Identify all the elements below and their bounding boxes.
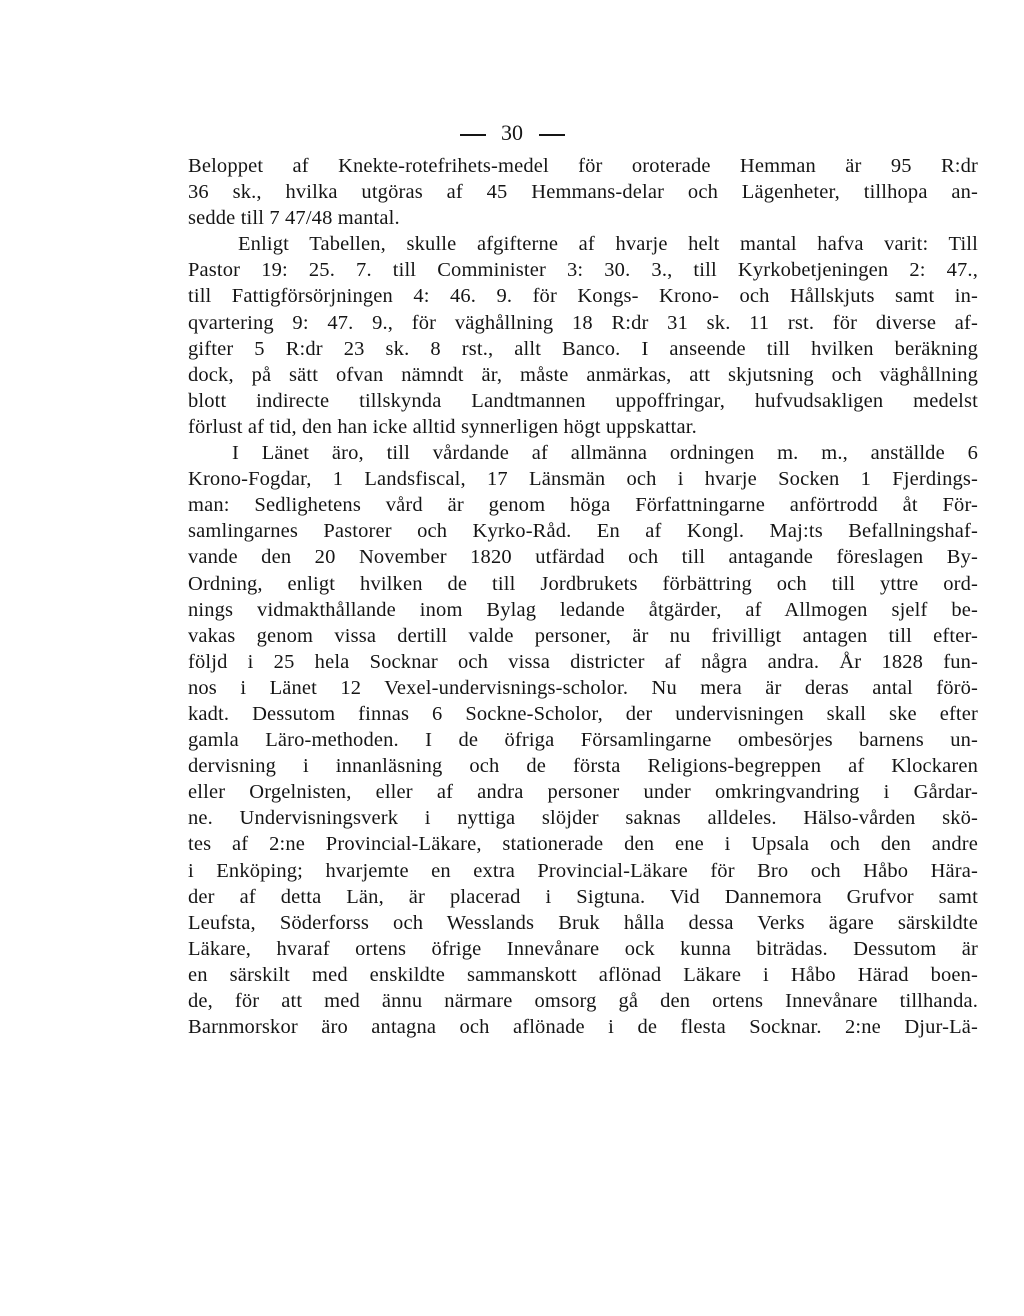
text-line: gifter 5 R:dr 23 sk. 8 rst., allt Banco. I anseende till hvilken beräkning <box>188 337 978 360</box>
page-header <box>0 120 1024 150</box>
text-line: Krono-Fogdar, 1 Landsfiscal, 17 Länsmän och i hvarje Socken 1 Fjerdings- <box>188 468 978 491</box>
text-line: nos i Länet 12 Vexel-undervisnings-scholor. Nu mera är deras antal förö- <box>188 676 978 699</box>
text-line: kadt. Dessutom finnas 6 Sockne-Scholor, der undervisningen skall ske efter <box>188 702 978 725</box>
text-line: man: Sedlighetens vård är genom höga Författningarne anförtrodd åt För- <box>188 494 978 517</box>
text-line: qvartering 9: 47. 9., för väghållning 18 R:dr 31 sk. 11 rst. för diverse af- <box>188 311 978 334</box>
text-line: förlust af tid, den han icke alltid synnerligen högt uppskattar. <box>188 415 697 438</box>
text-line: en särskilt med enskildte sammanskott aflönad Läkare i Håbo Härad boen- <box>188 963 978 986</box>
header-dash-left <box>460 134 486 136</box>
text-line: Leufsta, Söderforss och Wesslands Bruk hålla dessa Verks ägare särskildte <box>188 911 978 934</box>
text-line: dervisning i innanläsning och de första Religions-begreppen af Klockaren <box>188 755 978 778</box>
header-dash-right <box>539 134 565 136</box>
paragraph-start-line: I Länet äro, till vårdande af allmänna ordningen m. m., anställde 6 <box>232 442 978 465</box>
text-line: de, för att med ännu närmare omsorg gå den ortens Innevånare tillhanda. <box>188 990 978 1012</box>
text-line: 36 sk., hvilka utgöras af 45 Hemmans-delar och Lägenheter, tillhopa an- <box>188 181 978 204</box>
paragraph-start-line: Enligt Tabellen, skulle afgifterne af hvarje helt mantal hafva varit: Till <box>238 233 978 256</box>
text-line: Pastor 19: 25. 7. till Comminister 3: 30. 3., till Kyrkobetjeningen 2: 47., <box>188 259 978 282</box>
text-line: der af detta Län, är placerad i Sigtuna. Vid Dannemora Grufvor samt <box>188 885 978 908</box>
text-line: vakas genom vissa dertill valde personer, är nu frivilligt antagen till efter- <box>188 624 978 647</box>
text-line: Barnmorskor äro antagna och aflönade i de flesta Socknar. 2:ne Djur-Lä- <box>188 1016 978 1039</box>
page-number: 30 <box>501 120 523 145</box>
text-line: gamla Läro-methoden. I de öfriga Församlingarne ombesörjes barnens un- <box>188 729 978 752</box>
text-line: nings vidmakthållande inom Bylag ledande åtgärder, af Allmogen sjelf be- <box>188 598 978 621</box>
text-line: tes af 2:ne Provincial-Läkare, stationerade den ene i Upsala och den andre <box>188 833 978 856</box>
text-line: i Enköping; hvarjemte en extra Provincial-Läkare för Bro och Håbo Härа- <box>188 859 978 882</box>
text-line: ne. Undervisningsverk i nyttiga slöjder saknas alldeles. Hälso-vården skö- <box>188 807 978 830</box>
text-line: vande den 20 November 1820 utfärdad och till antagande föreslagen By- <box>188 546 978 569</box>
text-line: sedde till 7 47/48 mantal. <box>188 207 400 230</box>
text-line: Ordning, enligt hvilken de till Jordbrukets förbättring och till yttre ord- <box>188 572 978 595</box>
body-text <box>188 153 978 1040</box>
text-line: till Fattigförsörjningen 4: 46. 9. för Kongs- Krono- och Hållskjuts samt in- <box>188 285 978 308</box>
text-line: dock, på sätt ofvan nämndt är, måste anmärkas, att skjutsning och väghållning <box>188 363 978 386</box>
text-line: blott indirecte tillskynda Landtmannen uppoffringar, hufvudsakligen medelst <box>188 389 978 412</box>
text-line: eller Orgelnisten, eller af andra personer under omkringvandring i Gårdar- <box>188 781 978 804</box>
text-line: följd i 25 hela Socknar och vissa districter af några andra. År 1828 fun- <box>188 650 978 673</box>
text-line: Läkare, hvaraf ortens öfrige Innevånare ock kunna biträdas. Dessutom är <box>188 937 978 960</box>
text-line: samlingarnes Pastorer och Kyrko-Råd. En af Kongl. Maj:ts Befallningshaf- <box>188 520 978 543</box>
text-line: Beloppet af Knekte-rotefrihets-medel för oroterade Hemman är 95 R:dr <box>188 155 978 177</box>
